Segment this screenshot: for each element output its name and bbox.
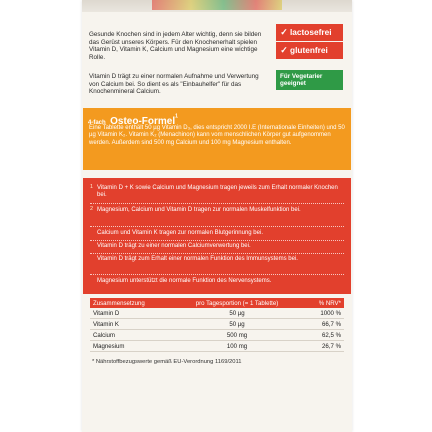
nrv-footnote: * Nährstoffbezugswerte gemäß EU-Verordnung 1169/2011 [92,359,242,365]
osteo-formula-text: Eine Tablette enthält 50 µg Vitamin D₃, dies entspricht 2000 I.E (Internationale Einheiten) und 50 µg Vitamin K₂. Vitamin K₂ (Menachinon) kann vom menschlichen Körper gut aufgenommen werden. Außerdem sind 500 mg Calcium und 100 mg Magnesium enthalten. [89,125,345,146]
claim-divider [90,274,344,275]
nutrition-table [90,298,344,352]
nutrient-amount: 100 mg [176,341,298,352]
check-icon: ✓ [280,45,288,55]
intro-paragraph-2: Vitamin D trägt zu einer normalen Aufnahme und Verwertung von Calcium bei. So dient es als "Einbauhelfer" für das Knochenmineral Calcium. [89,73,259,96]
claim-text: Vitamin D trägt zum Erhalt einer normalen Funktion des Immunsystems bei. [97,256,298,262]
nutrient-nrv: 26,7 % [298,341,344,352]
claim-divider [90,226,344,227]
nutrient-amount: 50 µg [176,319,298,330]
column-header-composition: Zusammensetzung [90,298,176,308]
health-claim [90,230,345,237]
table-row [90,330,344,341]
claim-divider [90,203,344,204]
brand-logo-strip [152,0,282,10]
nutrient-name: Calcium [90,330,176,341]
claim-divider [90,253,344,254]
claim-text: Vitamin D trägt zu einer normalen Calciumverwertung bei. [97,243,251,249]
claim-text: Calcium und Vitamin K tragen zur normalen Blutgerinnung bei. [97,230,263,236]
check-icon: ✓ [280,27,288,37]
claim-text: Vitamin D + K sowie Calcium und Magnesium tragen jeweils zum Erhalt normaler Knochen bei. [97,185,338,199]
column-header-nrv: % NRV* [298,298,344,308]
nutrient-nrv: 62,5 % [298,330,344,341]
table-row [90,308,344,319]
vegetarian-badge [276,70,343,90]
lactose-free-label: lactosefrei [290,27,332,37]
table-row [90,319,344,330]
intro-paragraph-1: Gesunde Knochen sind in jedem Alter wichtig, denn sie bilden das Gerüst unseres Körpers. Für den Knochenerhalt spielen Vitamin D, Vitamin K, Calcium und Magnesium eine wichtige Rolle. [89,31,262,62]
health-claim [90,207,345,214]
table-header-row [90,298,344,308]
health-claim [90,256,345,263]
osteo-title-prefix: 4-fach [88,120,106,126]
gluten-free-badge [276,42,343,59]
health-claim [90,243,345,250]
nutrient-name: Magnesium [90,341,176,352]
lactose-free-badge [276,24,343,41]
nutrient-nrv: 66,7 % [298,319,344,330]
vegetarian-label-line2: geeignet [280,80,306,88]
nutrient-name: Vitamin D [90,308,176,319]
package-top-edge [82,0,352,12]
health-claim [90,185,345,200]
osteo-title-main: Osteo-Formel [110,116,176,127]
claim-divider [90,240,344,241]
nutrient-amount: 500 mg [176,330,298,341]
column-header-daily-portion: pro Tagesportion (= 1 Tablette) [176,298,298,308]
gluten-free-label: glutenfrei [290,45,328,55]
claim-mark: 2 [90,206,94,212]
table-row [90,341,344,352]
claim-text: Magnesium, Calcium und Vitamin D tragen zur normalen Muskelfunktion bei. [97,207,301,213]
vegetarian-label-line1: Für Vegetarier [280,73,323,80]
health-claim [90,278,345,285]
nutrient-name: Vitamin K [90,319,176,330]
osteo-title-footnote-mark: 1 [175,113,178,120]
nutrient-amount: 50 µg [176,308,298,319]
claim-mark: 1 [90,184,94,190]
nutrient-nrv: 1000 % [298,308,344,319]
claim-text: Magnesium unterstützt die normale Funktion des Nervensystems. [97,278,272,284]
